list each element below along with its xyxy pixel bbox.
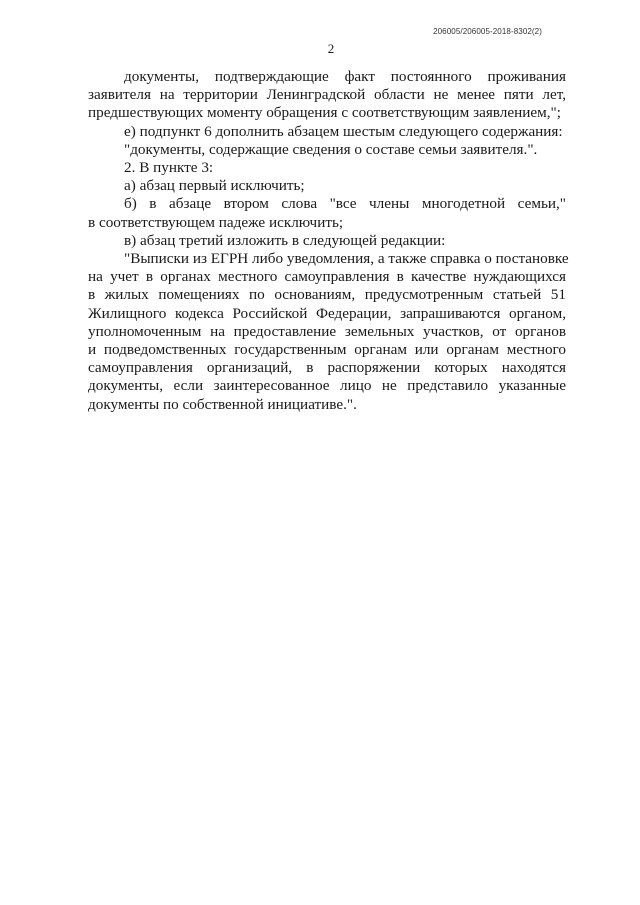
text-line: "документы, содержащие сведения о составе семьи заявителя.". <box>124 140 538 158</box>
text-line: на учет в органах местного самоуправления в качестве нуждающихся <box>88 268 566 286</box>
text-line: Жилищного кодекса Российской Федерации, запрашиваются органом, <box>88 304 566 322</box>
text-line: в соответствующем падеже исключить; <box>88 213 344 231</box>
text-line: документы, подтверждающие факт постоянного проживания <box>124 68 566 85</box>
text-line: уполномоченным на предоставление земельных участков, от органов <box>88 322 566 340</box>
text-line: в жилых помещениях по основаниям, предусмотренным статьей 51 <box>88 286 566 304</box>
document-id: 206005/206005-2018-8302(2) <box>433 27 542 36</box>
text-line: в) абзац третий изложить в следующей редакции: <box>124 231 446 249</box>
document-body <box>88 68 569 414</box>
text-line: и подведомственных государственным органам или органам местного <box>88 341 566 359</box>
text-line: а) абзац первый исключить; <box>124 177 305 195</box>
text-line: самоуправления организаций, в распоряжении которых находятся <box>88 359 566 377</box>
text-line: заявителя на территории Ленинградской области не менее пяти лет, <box>88 86 566 104</box>
text-line: е) подпункт 6 дополнить абзацем шестым следующего содержания: <box>124 122 563 140</box>
text-line: 2. В пункте 3: <box>124 159 214 177</box>
text-line: б) в абзаце втором слова "все члены многодетной семьи," <box>124 195 566 213</box>
text-line: документы, если заинтересованное лицо не представило указанные <box>88 377 566 395</box>
text-line: предшествующих моменту обращения с соответствующим заявлением,"; <box>88 104 561 122</box>
text-line: документы по собственной инициативе.". <box>88 395 357 413</box>
page-number: 2 <box>327 41 335 56</box>
text-line: "Выписки из ЕГРН либо уведомления, а также справка о постановке <box>124 250 569 268</box>
